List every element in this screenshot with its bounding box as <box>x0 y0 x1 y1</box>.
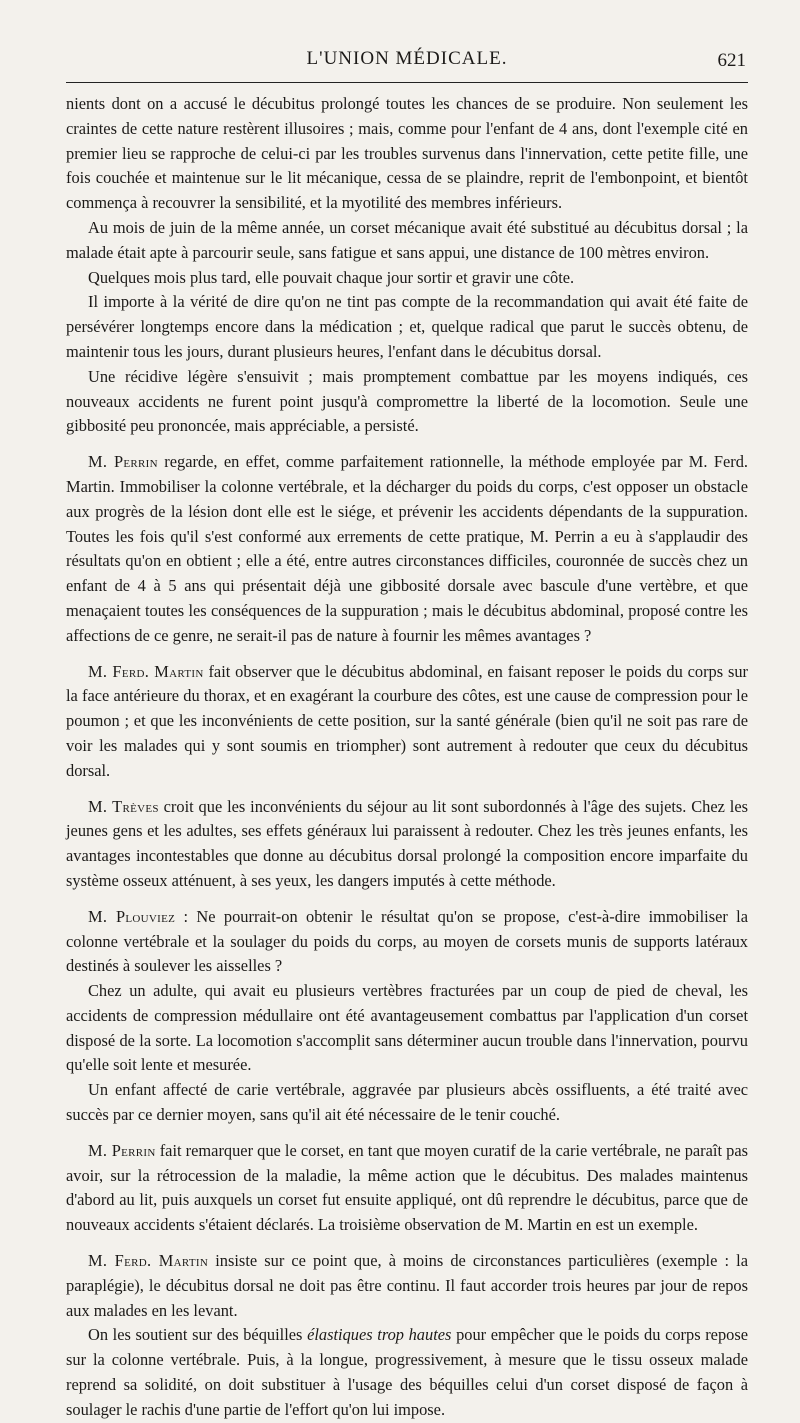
emphasis-text: élastiques trop hautes <box>307 1325 452 1345</box>
paragraph-text: croit que les inconvénients du séjour au lit sont subordonnés à l'âge des sujets. Chez les jeunes gens et les adultes, ses effets généraux lui paraissent à redouter. Chez les très jeunes enfants, les avantages incontestables que donne au décubitus dorsal prolongé la composition encore imparfaite du système osseux atténuent, à ses yeux, les dangers imputés à cette méthode. <box>66 796 748 890</box>
paragraph-continuation <box>66 92 748 216</box>
speaker-paragraph <box>66 660 748 784</box>
paragraph-text: regarde, en effet, comme parfaitement rationnelle, la méthode employée par M. Ferd. Martin. Immobiliser la colonne vertébrale, et la décharger du poids du corps, c'est opposer un obstacle aux progrès de la lésion dont elle est le siége, et prévenir les accidents dépendants de la suppuration. Toutes les fois qu'il s'est conformé aux errements de cette pratique, M. Perrin a eu à s'applaudir des résultats qu'on en obtient ; elle a été, entre autres circonstances difficiles, couronnée de succès chez un enfant de 4 à 5 ans qui présentait déjà une gibbosité dorsale avec bascule d'une vertèbre, et que menaçaient toutes les conséquences de la suppuration ; mais le décubitus abdominal, proposé contre les affections de ce genre, ne serait-il pas de nature à fournir les mêmes avantages ? <box>66 452 748 645</box>
speaker-name: M. Perrin <box>88 1140 156 1160</box>
paragraph-text: Une récidive légère s'ensuivit ; mais promptement combattue par les moyens indiqués, ces nouveaux accidents ne furent point jusqu'à compromettre la liberté de la locomotion. Seule une gibbosité peu prononcée, mais appréciable, a persisté. <box>66 366 748 436</box>
running-head <box>66 48 748 82</box>
speaker-paragraph <box>66 450 748 648</box>
paragraph-text: fait remarquer que le corset, en tant que moyen curatif de la carie vertébrale, ne paraît pas avoir, sur la rétrocession de la maladie, la même action que le décubitus. Des malades maintenus d'abord au lit, puis auxquels un corset fut ensuite appliqué, ont dû reprendre le décubitus, parce que de nouveaux accidents s'étaient déclarés. La troisième observation de M. Martin en est un exemple. <box>66 1140 748 1235</box>
paragraph-text: : Ne pourrait-on obtenir le résultat qu'on se propose, c'est-à-dire immobiliser la colonne vertébrale et la soulager du poids du corps, au moyen de corsets munis de supports latéraux destinés à soulever les aisselles ? <box>66 906 749 976</box>
paragraph-text: Chez un adulte, qui avait eu plusieurs vertèbres fracturées par un coup de pied de cheval, les accidents de compression médullaire ont été avantageusement combattus par l'application d'un corset disposé de la sorte. La locomotion s'accomplit sans déterminer aucun trouble dans l'innervation, pourvu qu'elle soit lente et mesurée. <box>66 981 748 1075</box>
speaker-name: M. Trèves <box>88 796 159 816</box>
speaker-name: M. Ferd. Martin <box>88 1251 209 1271</box>
paragraph-text: nients dont on a accusé le décubitus prolongé toutes les chances de se produire. Non seulement les craintes de cette nature restèrent illusoires ; mais, comme pour l'enfant de 4 ans, dont l'exemple cité en premier lieu se rapproche de celui-ci par les troubles survenus dans l'innervation, cette petite fille, une fois couchée et maintenue sur le lit mécanique, cessa de se plaindre, reprit de l'embonpoint, et bientôt commença à recouvrer la sensibilité, et la myotilité des membres inférieurs. <box>66 94 748 213</box>
speaker-name: M. Ferd. Martin <box>88 661 204 681</box>
paragraph <box>66 290 748 364</box>
paragraph-text: Il importe à la vérité de dire qu'on ne tint pas compte de la recommandation qui avait été faite de persévérer longtemps encore dans la médication ; et, quelque radical que parut le succès obtenu, de maintenir tous les jours, durant plusieurs heures, l'enfant dans le décubitus dorsal. <box>66 292 748 361</box>
body-text <box>66 92 748 1423</box>
header-rule <box>66 82 748 83</box>
paragraph <box>66 365 748 439</box>
page-number: 621 <box>717 50 746 71</box>
paragraph <box>66 1323 748 1422</box>
paragraph <box>66 266 748 291</box>
paragraph-text: insiste sur ce point que, à moins de circonstances particulières (exemple : la paraplégie), le décubitus dorsal ne doit pas être continu. Il faut accorder trois heures par jour de repos aux malades en les levant. <box>66 1251 748 1320</box>
speaker-name: M. Perrin <box>88 452 158 472</box>
speaker-name: M. Plouviez <box>88 906 176 926</box>
paragraph-text: fait observer que le décubitus abdominal, en faisant reposer le poids du corps sur la face antérieure du thorax, et en exagérant la courbure des côtes, est une cause de compression pour le poumon ; et que les inconvénients de cette position, sur la santé générale (bien qu'il ne soit pas rare de voir les malades qui y sont soumis en triompher) sont autrement à redouter que ceux du décubitus dorsal. <box>66 661 748 780</box>
paragraph-text: pour empêcher que le poids du corps repose sur la colonne vertébrale. Puis, à la longue, progressivement, à mesure que le tissu osseux malade reprend sa solidité, on doit substituer à l'usage des béquilles celui d'un corset disposé de façon à soulager le rachis d'une partie de l'effort qu'on lui impose. <box>66 1325 748 1419</box>
speaker-paragraph <box>66 795 748 894</box>
speaker-paragraph <box>66 1249 748 1323</box>
speaker-paragraph <box>66 1139 748 1238</box>
journal-title: L'UNION MÉDICALE. <box>306 48 508 69</box>
paragraph-text: Un enfant affecté de carie vertébrale, aggravée par plusieurs abcès ossifluents, a été traité avec succès par ce dernier moyen, sans qu'il ait été nécessaire de le tenir couché. <box>66 1080 748 1125</box>
paragraph <box>66 979 748 1078</box>
paragraph-text: Quelques mois plus tard, elle pouvait chaque jour sortir et gravir une côte. <box>88 267 575 287</box>
paragraph-text: Au mois de juin de la même année, un corset mécanique avait été substitué au décubitus dorsal ; la malade était apte à parcourir seule, sans fatigue et sans appui, une distance de 100 mètres environ. <box>66 217 748 262</box>
speaker-paragraph <box>66 905 748 979</box>
paragraph <box>66 216 748 266</box>
paragraph-text: On les soutient sur des béquilles <box>88 1325 308 1345</box>
paragraph <box>66 1078 748 1128</box>
